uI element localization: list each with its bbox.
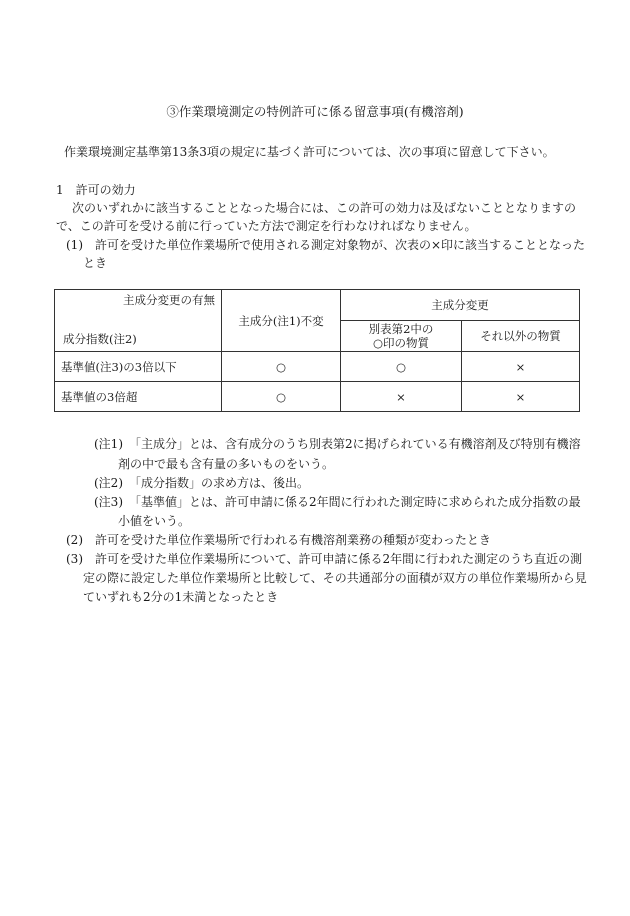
cell-value: × — [462, 382, 580, 412]
intro-paragraph: 作業環境測定基準第13条3項の規定に基づく許可については、次の事項に留意して下さい。 — [64, 145, 555, 159]
header-top-label: 主成分変更の有無 — [123, 293, 215, 307]
row-label: 基準値の3倍超 — [55, 382, 222, 412]
subheader-listed-line1: 別表第2中の — [368, 322, 434, 336]
list-item-3-line: 定の際に設定した単位作業場所と比較して、その共通部分の面積が双方の単位作業場所から見 — [83, 571, 587, 585]
header-unchanged: 主成分(注1)不変 — [222, 290, 341, 352]
list-item-3-line: ていずれも2分の1未満となったとき — [83, 590, 279, 604]
section-paragraph-line: 次のいずれかに該当することとなった場合には、この許可の効力は及ばないこととなりますの — [72, 201, 577, 215]
note-2: (注2) 「成分指数」の求め方は、後出。 — [94, 476, 309, 490]
list-item-3-line: (3) 許可を受けた単位作業場所について、許可申請に係る2年間に行われた測定のうち直近の測 — [66, 552, 583, 566]
list-item-1-line: (1) 許可を受けた単位作業場所で使用される測定対象物が、次表の×印に該当することとなった — [66, 238, 586, 252]
section-paragraph-line: で、この許可を受ける前に行っていた方法で測定を行わなければなりません。 — [56, 219, 477, 233]
criteria-table — [54, 289, 580, 412]
cell-value: × — [341, 382, 462, 412]
table-header-diagonal — [55, 290, 222, 352]
cell-value: ○ — [222, 352, 341, 382]
note-1-line: (注1) 「主成分」とは、含有成分のうち別表第2に掲げられている有機溶剤及び特別有機溶 — [94, 437, 581, 451]
header-bottom-label: 成分指数(注2) — [63, 332, 137, 346]
subheader-other: それ以外の物質 — [462, 321, 580, 352]
cell-value: ○ — [222, 382, 341, 412]
page-title: ③作業環境測定の特例許可に係る留意事項(有機溶剤) — [166, 104, 464, 119]
header-changed: 主成分変更 — [341, 290, 580, 321]
cell-value: × — [462, 352, 580, 382]
table-row — [55, 352, 580, 382]
note-1-line: 剤の中で最も含有量の多いものをいう。 — [118, 457, 335, 471]
subheader-listed-line2: ○印の物質 — [372, 336, 430, 350]
note-3-line: 小値をいう。 — [118, 514, 191, 528]
list-item-2: (2) 許可を受けた単位作業場所で行われる有機溶剤業務の種類が変わったとき — [66, 533, 491, 547]
cell-value: ○ — [341, 352, 462, 382]
subheader-listed — [341, 321, 462, 352]
row-label: 基準値(注3)の3倍以下 — [55, 352, 222, 382]
section-heading: 1 許可の効力 — [56, 183, 136, 197]
list-item-1-line: とき — [83, 256, 108, 270]
table-row — [55, 382, 580, 412]
note-3-line: (注3) 「基準値」とは、許可申請に係る2年間に行われた測定時に求められた成分指数の最 — [94, 495, 581, 509]
